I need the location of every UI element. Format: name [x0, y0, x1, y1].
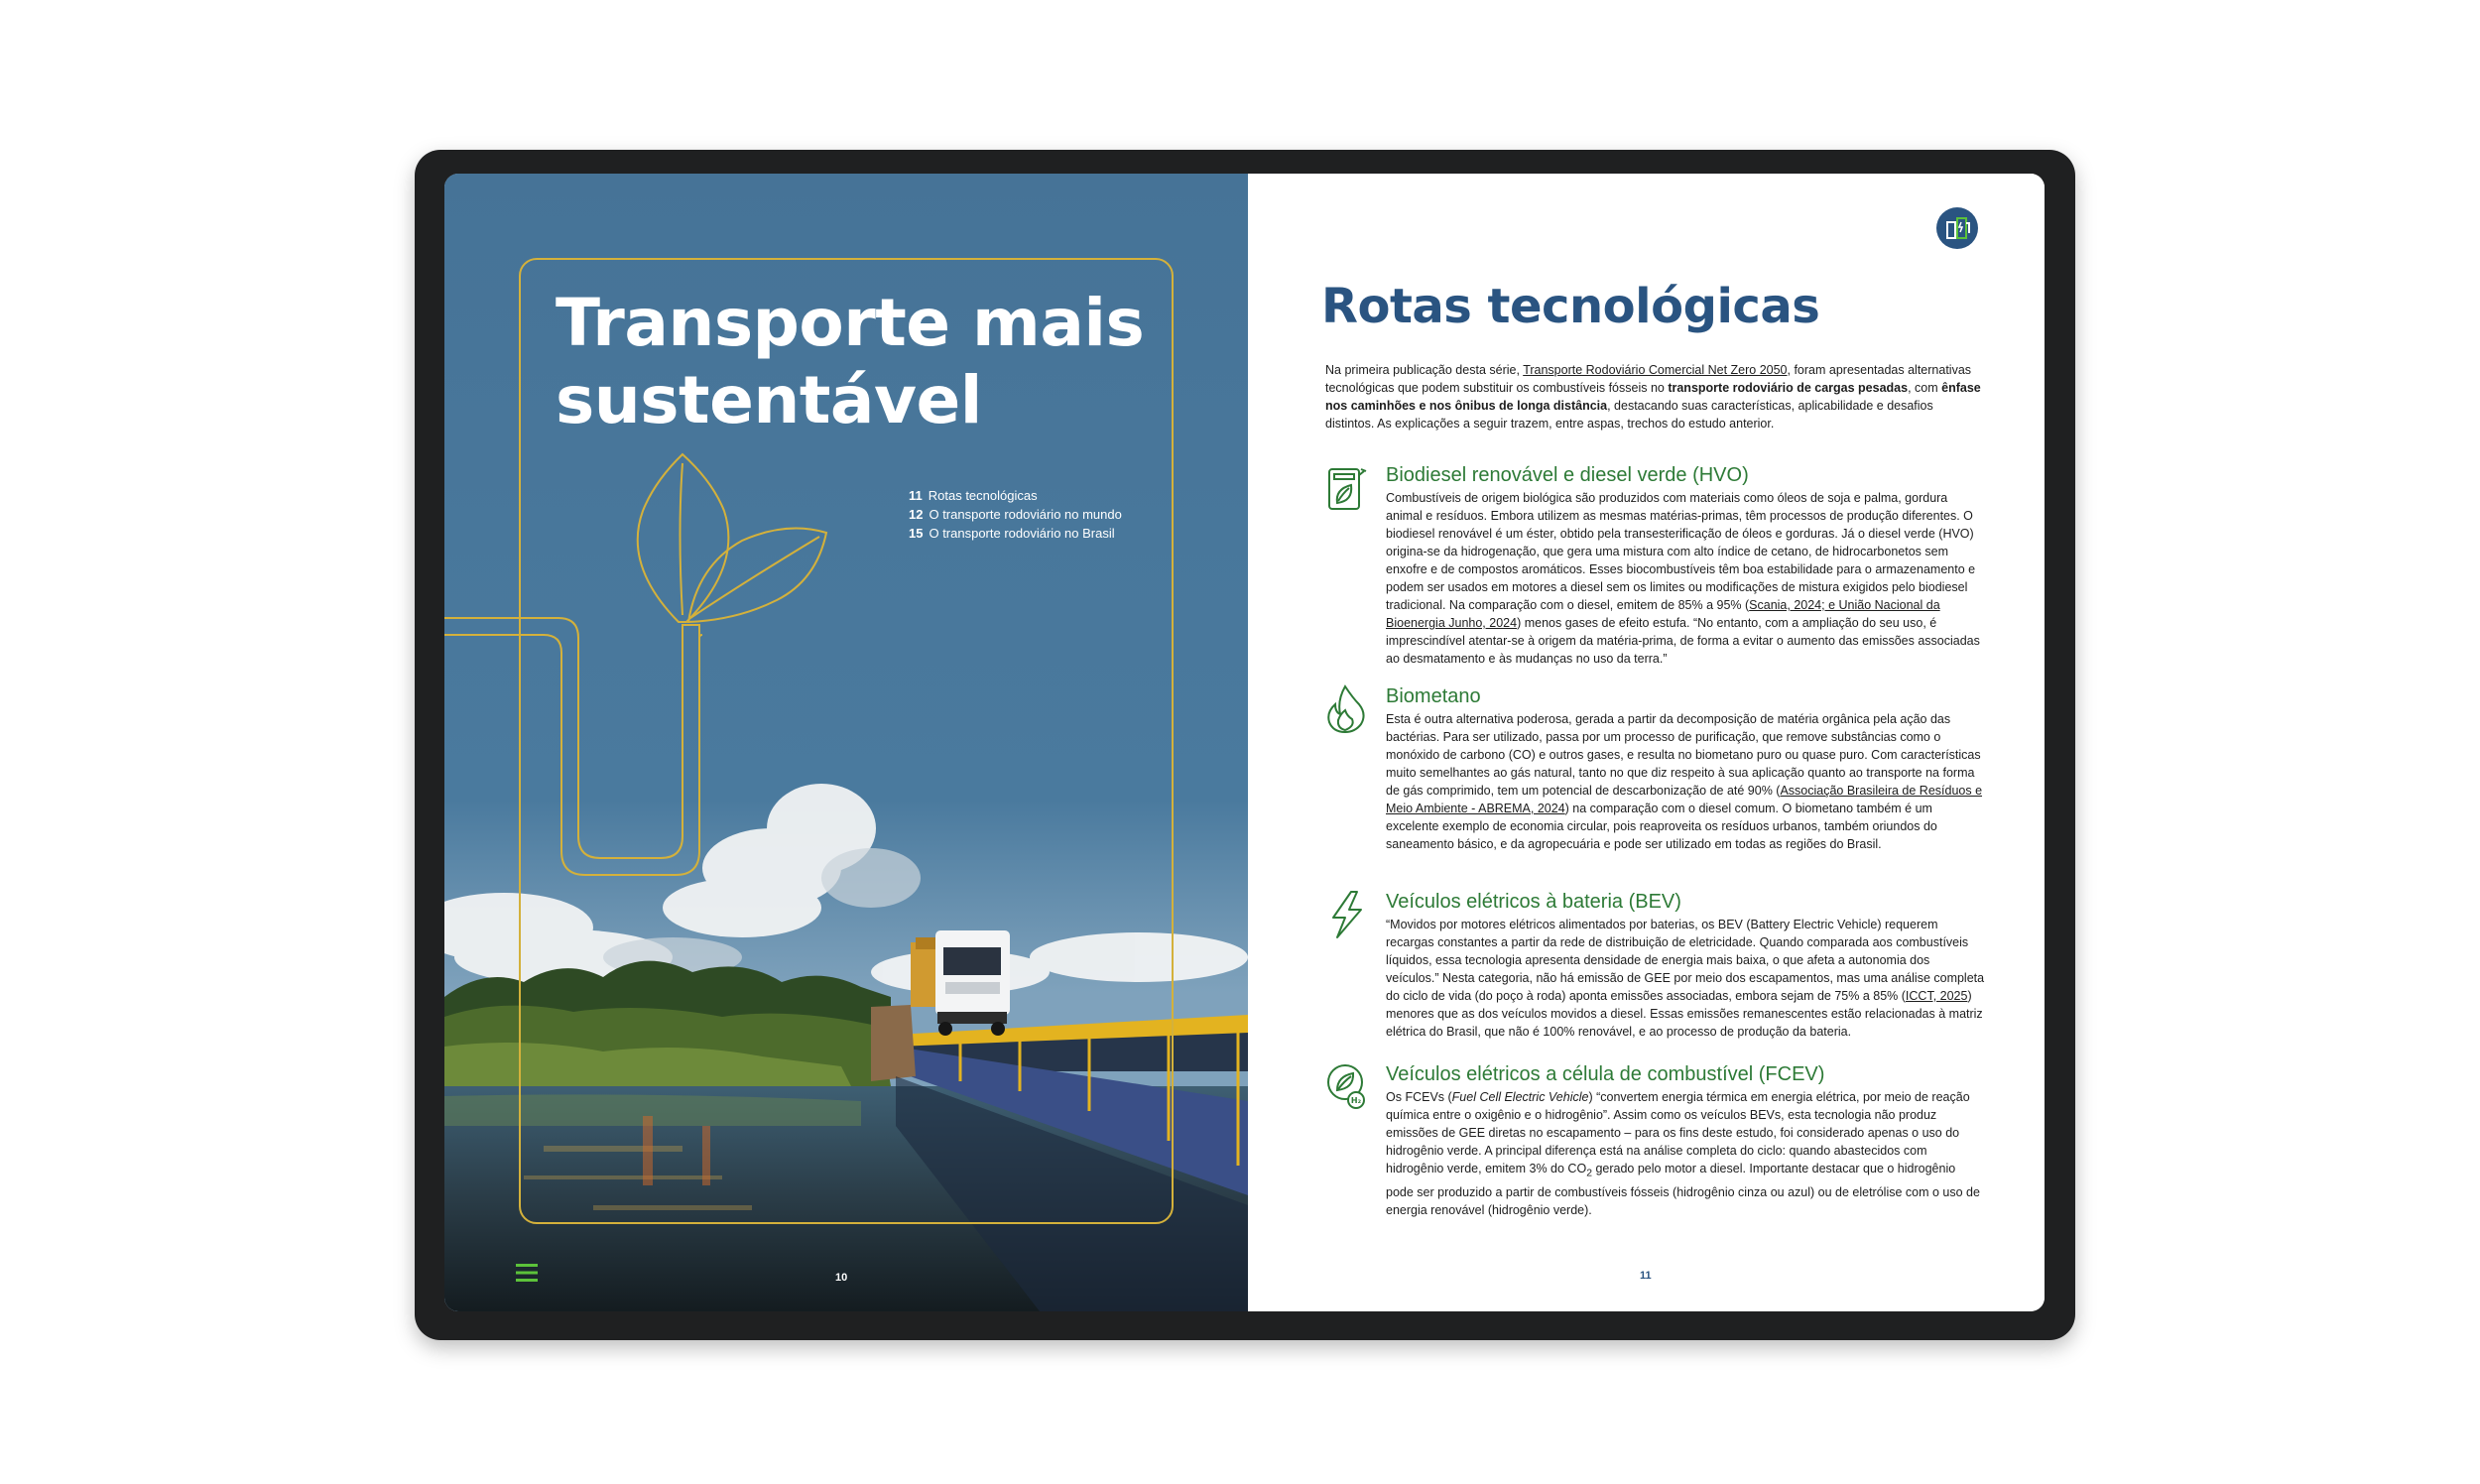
section-title: Veículos elétricos à bateria (BEV): [1386, 891, 1681, 913]
toc-item-mundo[interactable]: [909, 505, 1122, 524]
section-text: Combustíveis de origem biológica são produzidos com materiais como óleos de soja e palma, gordura animal e resíduos. Embora utilizem as mesmas matérias-primas, têm processos de produção diferentes. O biodiesel renovável é um éster, obtido pela transesterificação de óleos e gorduras. Já o diesel verde (HVO) origina-se da hidrogenação, que gera uma mistura com alto índice de cetano, de hidrocarbonetos sem enxofre e de compostos aromáticos. Esses biocombustíveis têm boa estabilidade para o armazenamento e podem ser usados em motores a diesel sem os limites ou modificações de mistura exigidos pelo biodiesel tradicional. Na comparação com o diesel, emitem de 85% a 95% (: [1386, 491, 1976, 612]
toc-label: Rotas tecnológicas: [928, 488, 1038, 503]
intro-text-4: , destacando suas características, aplicabilidade e desafios distintos. As explicações a seguir trazem, entre aspas, trechos do estudo anterior.: [1325, 399, 1933, 431]
intro-bold-1: transporte rodoviário de cargas pesadas: [1668, 381, 1909, 395]
left-title-line1: Transporte mais: [556, 285, 1145, 361]
section-title: Biometano: [1386, 685, 1481, 707]
section-body: [1386, 710, 1985, 853]
intro-text-1: Na primeira publicação desta série,: [1325, 363, 1524, 377]
toc-label: O transporte rodoviário no mundo: [929, 507, 1122, 522]
toc-label: O transporte rodoviário no Brasil: [929, 526, 1115, 541]
truck-charging-station-icon[interactable]: [1935, 206, 1979, 250]
toc-page-number: 11: [909, 488, 923, 503]
section-italic: Fuel Cell Electric Vehicle: [1451, 1090, 1589, 1104]
hydrogen-leaf-icon: [1325, 1062, 1369, 1112]
right-page-title: Rotas tecnológicas: [1321, 279, 1820, 334]
flame-icon: [1325, 684, 1369, 734]
section-text: ) na comparação com o diesel comum. O biometano também é um excelente exemplo de economia circular, pois reaproveita os resíduos urbanos, também oriundos do saneamento básico, e da agropecuária e pode ser utilizado em todas as regiões do Brasil.: [1386, 802, 1937, 851]
tablet-screen: [444, 174, 2045, 1311]
reference-link[interactable]: Scania, 2024; e União Nacional da Bioenergia Junho, 2024: [1386, 598, 1940, 630]
lightning-bolt-icon: [1325, 890, 1369, 939]
toc-page-number: 12: [909, 507, 924, 522]
intro-text-2: , foram apresentadas alternativas tecnológicas que podem substituir os combustíveis fósseis no: [1325, 363, 1972, 395]
section-text: ) “convertem energia térmica em energia elétrica, por meio de reação química entre o oxigênio e o hidrogênio”. Assim como os veículos BEVs, esta tecnologia não produz emissões de GEE diretas no escapamento – para os fins deste estudo, foi considerado apenas o uso do hidrogênio verde. A principal diferença está na análise completa do ciclo: quando abastecidos com hidrogênio verde, emitem 3% do CO: [1386, 1090, 1970, 1175]
table-of-contents: [909, 486, 1122, 543]
left-page: [444, 174, 1248, 1311]
section-body: [1386, 916, 1985, 1041]
hamburger-menu-icon[interactable]: [516, 1263, 538, 1283]
left-page-title: [556, 285, 1144, 439]
left-title-line2: sustentável: [556, 362, 982, 438]
section-text: Esta é outra alternativa poderosa, gerada a partir da decomposição de matéria orgânica pela ação das bactérias. Para ser utilizado, passa por um processo de purificação, que remove substâncias como o monóxido de carbono (CO) e outros gases, e resulta no biometano puro ou quase puro. Com características muito semelhantes ao gás natural, tanto no que diz respeito à sua aplicação quanto ao transporte na forma de gás comprimido, tem um potencial de descarbonização de até 90% (: [1386, 712, 1981, 798]
intro-paragraph: [1325, 361, 1985, 433]
section-text: Os FCEVs (: [1386, 1090, 1452, 1104]
intro-link[interactable]: Transporte Rodoviário Comercial Net Zero 2050: [1523, 363, 1788, 377]
section-text: “Movidos por motores elétricos alimentados por baterias, os BEV (Battery Electric Vehicle) requerem recargas constantes a partir da rede de distribuição de eletricidade. Quando comparada aos combustíveis líquidos, essa tecnologia apresenta densidade de energia mais baixa, o que afeta a autonomia dos veículos.” Nesta categoria, não há emissão de GEE por meio dos escapamentos, mas uma análise completa do ciclo de vida (do poço à roda) aponta emissões associadas, embora sejam de 75% a 85% (: [1386, 918, 1985, 1003]
reference-link[interactable]: Associação Brasileira de Resíduos e Meio Ambiente - ABREMA, 2024: [1386, 784, 1983, 815]
section-text: ) menos gases de efeito estufa. “No entanto, com a ampliação do seu uso, é imprescindível atentar-se à origem da matéria-prima, de forma a evitar o aumento das emissões associadas ao desmatamento e às mudanças no uso da terra.”: [1386, 616, 1980, 666]
toc-page-number: 15: [909, 526, 924, 541]
left-page-number: 10: [835, 1272, 848, 1284]
reference-link[interactable]: ICCT, 2025: [1905, 989, 1968, 1003]
tablet-frame: [415, 150, 2075, 1340]
section-text: gerado pelo motor a diesel. Importante destacar que o hidrogênio pode ser produzido a partir de combustíveis fósseis (hidrogênio cinza ou azul) ou de eletrólise com o uso de energia renovável (hidrogênio verde).: [1386, 1162, 1980, 1217]
intro-text-3: , com: [1908, 381, 1942, 395]
section-body: [1386, 1088, 1985, 1219]
hydrogen-label: H₂: [1350, 1096, 1362, 1105]
toc-item-rotas[interactable]: [909, 486, 1122, 505]
fuel-pump-leaf-icon: [1325, 463, 1369, 513]
section-body: [1386, 489, 1985, 668]
section-text: ) menores que as dos veículos movidos a diesel. Essas emissões remanescentes estão relacionadas à matriz elétrica do Brasil, que não é 100% renovável, e ao processo de produção da bateria.: [1386, 989, 1983, 1039]
toc-item-brasil[interactable]: [909, 524, 1122, 543]
right-page-number: 11: [1640, 1270, 1652, 1282]
intro-bold-2: ênfase nos caminhões e nos ônibus de longa distância: [1325, 381, 1981, 413]
subscript: 2: [1586, 1168, 1592, 1179]
right-page: [1248, 174, 2045, 1311]
section-title: Veículos elétricos a célula de combustível (FCEV): [1386, 1063, 1825, 1085]
section-title: Biodiesel renovável e diesel verde (HVO): [1386, 464, 1749, 486]
